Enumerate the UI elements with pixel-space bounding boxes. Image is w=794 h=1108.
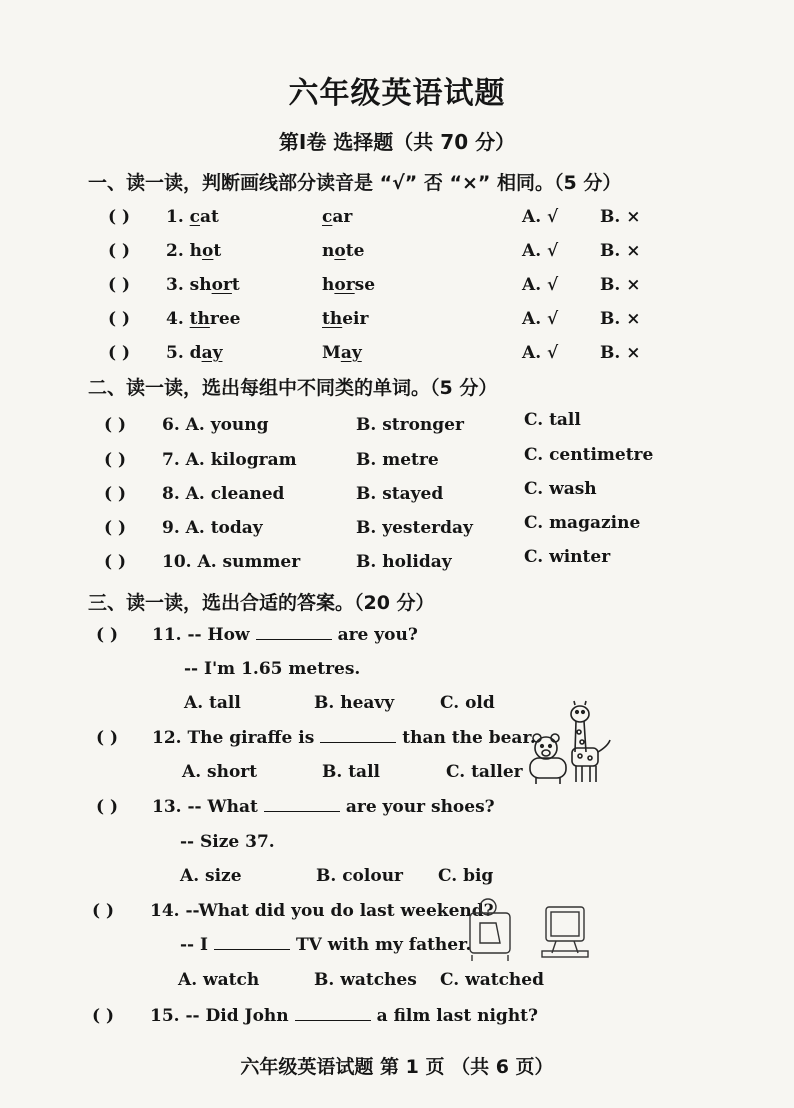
q14-option-c: C. watched (440, 970, 544, 990)
q11-answer-line: -- I'm 1.65 metres. (184, 659, 361, 679)
section2-item (162, 450, 297, 470)
answer-paren: ( ) (104, 484, 127, 504)
option-different: B. × (600, 275, 641, 295)
q11-text-pre: 11. -- How (152, 625, 250, 645)
section2-item (162, 484, 284, 504)
option-b: B. stronger (356, 415, 464, 435)
question-12 (152, 728, 536, 748)
underlined-letters: or (334, 275, 355, 295)
section1-item (166, 309, 240, 329)
answer-paren: ( ) (104, 518, 127, 538)
giraffe-and-bear-illustration (524, 700, 616, 786)
option-different: B. × (600, 309, 641, 329)
q12-text-pre: 12. The giraffe is (152, 728, 315, 748)
section2-heading: 二、读一读，选出每组中不同类的单词。（5 分） (88, 377, 498, 399)
q14-option-b: B. watches (314, 970, 417, 990)
q14-option-a: A. watch (178, 970, 260, 990)
item-number: 5. (166, 343, 184, 363)
word-suffix: eir (342, 309, 369, 329)
option-a: A. kilogram (185, 450, 297, 470)
option-a: A. summer (197, 552, 301, 572)
option-different: B. × (600, 343, 641, 363)
answer-paren: ( ) (108, 207, 131, 227)
option-same: A. √ (522, 343, 559, 363)
option-a: A. cleaned (185, 484, 285, 504)
option-c: C. wash (524, 479, 597, 499)
underlined-letters: th (189, 309, 210, 329)
option-b: B. metre (356, 450, 439, 470)
answer-paren: ( ) (104, 552, 127, 572)
compare-word (322, 309, 368, 329)
answer-paren: ( ) (108, 343, 131, 363)
section1-item (166, 207, 219, 227)
q11-blank (256, 638, 332, 640)
word-suffix: t (213, 241, 222, 261)
answer-paren: ( ) (96, 625, 119, 645)
q15-text-post: a film last night? (376, 1006, 538, 1026)
word-prefix: M (322, 343, 341, 363)
underlined-letters: c (189, 207, 201, 227)
underlined-letters: ay (201, 343, 223, 363)
section2-item (162, 415, 269, 435)
option-same: A. √ (522, 207, 559, 227)
answer-paren: ( ) (108, 309, 131, 329)
section3-heading: 三、读一读，选出合适的答案。（20 分） (88, 592, 435, 614)
section2-item (162, 552, 300, 572)
section1-item (166, 343, 222, 363)
word-prefix: d (189, 343, 202, 363)
word-suffix: se (354, 275, 376, 295)
q13-blank (264, 810, 340, 812)
q13-text-pre: 13. -- What (152, 797, 258, 817)
q12-option-a: A. short (182, 762, 258, 782)
answer-paren: ( ) (108, 275, 131, 295)
underlined-letters: ay (340, 343, 362, 363)
item-number: 7. (162, 450, 180, 470)
q11-option-b: B. heavy (314, 693, 395, 713)
word-prefix: h (189, 241, 203, 261)
q14-answer-line (180, 935, 471, 955)
q13-option-c: C. big (438, 866, 494, 886)
q11-text-post: are you? (337, 625, 418, 645)
underlined-letters: c (322, 207, 333, 227)
item-number: 9. (162, 518, 180, 538)
option-c: C. tall (524, 410, 581, 430)
page-title: 六年级英语试题 (288, 76, 506, 111)
underlined-letters: o (334, 241, 346, 261)
word-suffix: ree (209, 309, 241, 329)
item-number: 8. (162, 484, 180, 504)
compare-word (322, 275, 375, 295)
option-b: B. stayed (356, 484, 444, 504)
option-different: B. × (600, 207, 641, 227)
q15-text-pre: 15. -- Did John (150, 1006, 289, 1026)
item-number: 6. (162, 415, 180, 435)
section1-item (166, 241, 221, 261)
underlined-letters: th (322, 309, 343, 329)
section1-heading: 一、读一读，判断画线部分读音是 “√” 否 “×” 相同。（5 分） (88, 172, 622, 194)
q13-text-post: are your shoes? (345, 797, 495, 817)
underlined-letters: o (202, 241, 214, 261)
compare-word (322, 343, 362, 363)
q15-blank (295, 1019, 371, 1021)
word-prefix: h (322, 275, 335, 295)
q13-answer-line: -- Size 37. (180, 832, 275, 852)
item-number: 4. (166, 309, 184, 329)
q11-option-a: A. tall (184, 693, 241, 713)
answer-paren: ( ) (92, 901, 115, 921)
option-c: C. winter (524, 547, 611, 567)
answer-paren: ( ) (96, 728, 119, 748)
q13-option-b: B. colour (316, 866, 404, 886)
item-number: 10. (162, 552, 192, 572)
option-different: B. × (600, 241, 641, 261)
answer-paren: ( ) (108, 241, 131, 261)
question-13 (152, 797, 495, 817)
item-number: 3. (166, 275, 184, 295)
q14-blank (214, 948, 290, 950)
q12-option-c: C. taller (446, 762, 523, 782)
answer-paren: ( ) (92, 1006, 115, 1026)
answer-paren: ( ) (104, 450, 127, 470)
question-11 (152, 625, 418, 645)
option-same: A. √ (522, 241, 559, 261)
word-suffix: t (231, 275, 240, 295)
q14-text-post: TV with my father. (295, 935, 472, 955)
page-subtitle: 第I卷 选择题（共 70 分） (278, 130, 516, 154)
item-number: 1. (166, 207, 184, 227)
option-c: C. centimetre (524, 445, 654, 465)
word-prefix: n (322, 241, 335, 261)
underlined-letters: or (211, 275, 232, 295)
item-number: 2. (166, 241, 184, 261)
q13-option-a: A. size (180, 866, 242, 886)
compare-word (322, 241, 364, 261)
question-15 (150, 1006, 538, 1026)
section1-item (166, 275, 240, 295)
answer-paren: ( ) (96, 797, 119, 817)
q12-blank (320, 741, 396, 743)
question-14: 14. --What did you do last weekend? (150, 901, 494, 921)
option-same: A. √ (522, 309, 559, 329)
word-prefix: sh (189, 275, 212, 295)
q12-option-b: B. tall (322, 762, 380, 782)
q14-text-pre: -- I (180, 935, 208, 955)
option-same: A. √ (522, 275, 559, 295)
page-footer: 六年级英语试题 第 1 页 （共 6 页） (240, 1056, 554, 1078)
section2-item (162, 518, 263, 538)
compare-word (322, 207, 352, 227)
word-suffix: at (200, 207, 219, 227)
option-c: C. magazine (524, 513, 641, 533)
option-a: A. today (185, 518, 263, 538)
watching-tv-illustration (466, 893, 590, 963)
option-b: B. yesterday (356, 518, 473, 538)
q12-text-post: than the bear. (402, 728, 536, 748)
option-b: B. holiday (356, 552, 452, 572)
word-suffix: ar (332, 207, 353, 227)
option-a: A. young (185, 415, 269, 435)
q11-option-c: C. old (440, 693, 495, 713)
answer-paren: ( ) (104, 415, 127, 435)
word-suffix: te (345, 241, 365, 261)
